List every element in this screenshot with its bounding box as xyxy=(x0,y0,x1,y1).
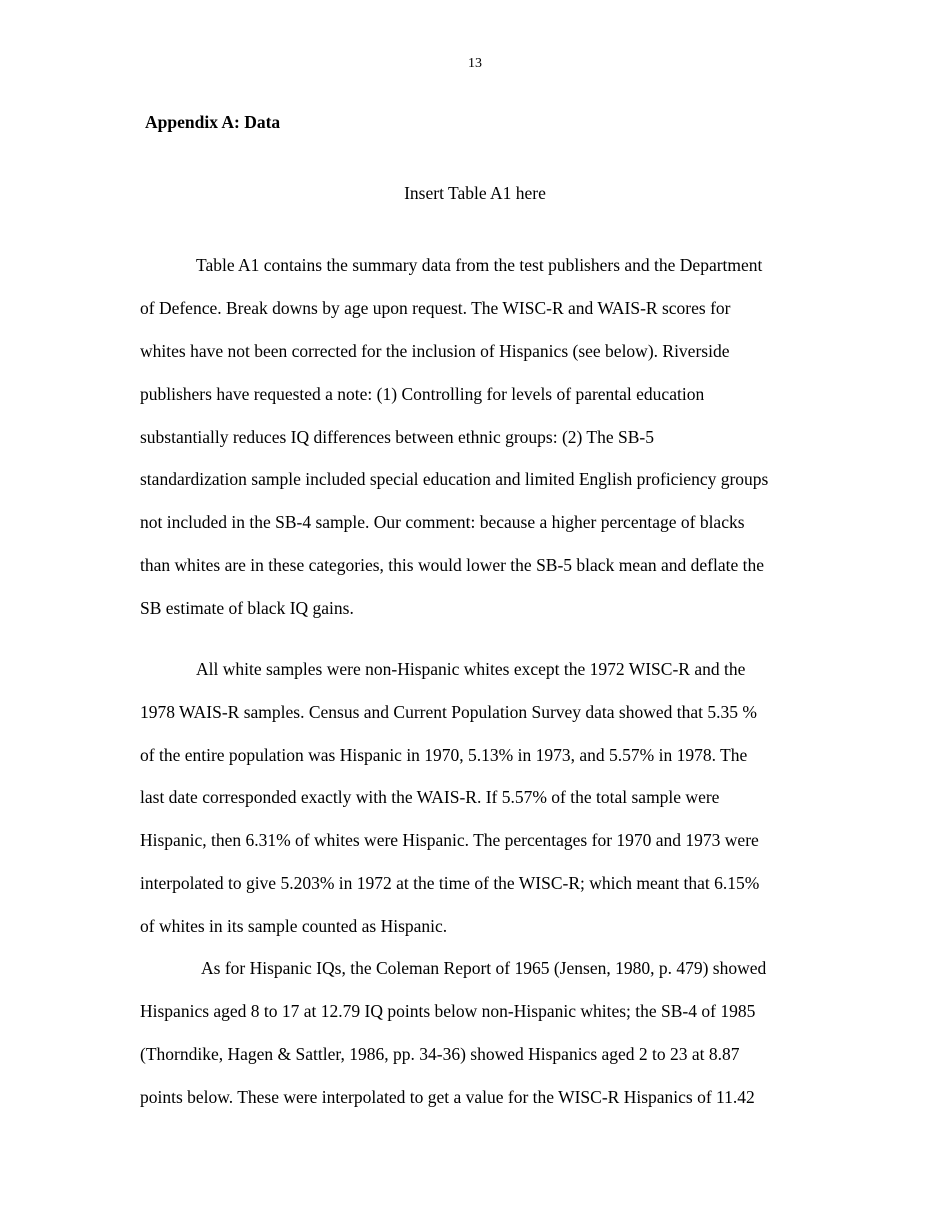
text-line: of whites in its sample counted as Hispanic. xyxy=(140,916,448,936)
text-line: (Thorndike, Hagen & Sattler, 1986, pp. 34-36) showed Hispanics aged 2 to 23 at 8.87 xyxy=(140,1044,740,1064)
text-line: substantially reduces IQ differences between ethnic groups: (2) The SB-5 xyxy=(140,427,654,447)
insert-table-note: Insert Table A1 here xyxy=(404,183,546,203)
text-line: of the entire population was Hispanic in 1970, 5.13% in 1973, and 5.57% in 1978. The xyxy=(140,745,748,765)
text-line: Hispanic, then 6.31% of whites were Hispanic. The percentages for 1970 and 1973 were xyxy=(140,830,759,850)
text-line: As for Hispanic IQs, the Coleman Report of 1965 (Jensen, 1980, p. 479) showed xyxy=(201,958,767,978)
section-heading: Appendix A: Data xyxy=(145,112,281,132)
text-line: All white samples were non-Hispanic whites except the 1972 WISC-R and the xyxy=(196,659,746,679)
text-line: interpolated to give 5.203% in 1972 at the time of the WISC-R; which meant that 6.15% xyxy=(140,873,760,893)
text-line: not included in the SB-4 sample. Our comment: because a higher percentage of blacks xyxy=(140,512,745,532)
text-line: publishers have requested a note: (1) Controlling for levels of parental education xyxy=(140,384,705,404)
text-line: Table A1 contains the summary data from the test publishers and the Department xyxy=(196,255,763,275)
page-number: 13 xyxy=(468,56,482,71)
text-line: standardization sample included special education and limited English proficiency groups xyxy=(140,469,769,489)
text-line: last date corresponded exactly with the WAIS-R. If 5.57% of the total sample were xyxy=(140,787,720,807)
text-line: points below. These were interpolated to get a value for the WISC-R Hispanics of 11.42 xyxy=(140,1087,755,1107)
text-line: than whites are in these categories, this would lower the SB-5 black mean and deflate the xyxy=(140,555,764,575)
text-line: Hispanics aged 8 to 17 at 12.79 IQ points below non-Hispanic whites; the SB-4 of 1985 xyxy=(140,1001,756,1021)
text-line: of Defence. Break downs by age upon request. The WISC-R and WAIS-R scores for xyxy=(140,298,731,318)
text-line: 1978 WAIS-R samples. Census and Current Population Survey data showed that 5.35 % xyxy=(140,702,757,722)
text-line: whites have not been corrected for the inclusion of Hispanics (see below). Riverside xyxy=(140,341,730,361)
text-line: SB estimate of black IQ gains. xyxy=(140,598,354,618)
